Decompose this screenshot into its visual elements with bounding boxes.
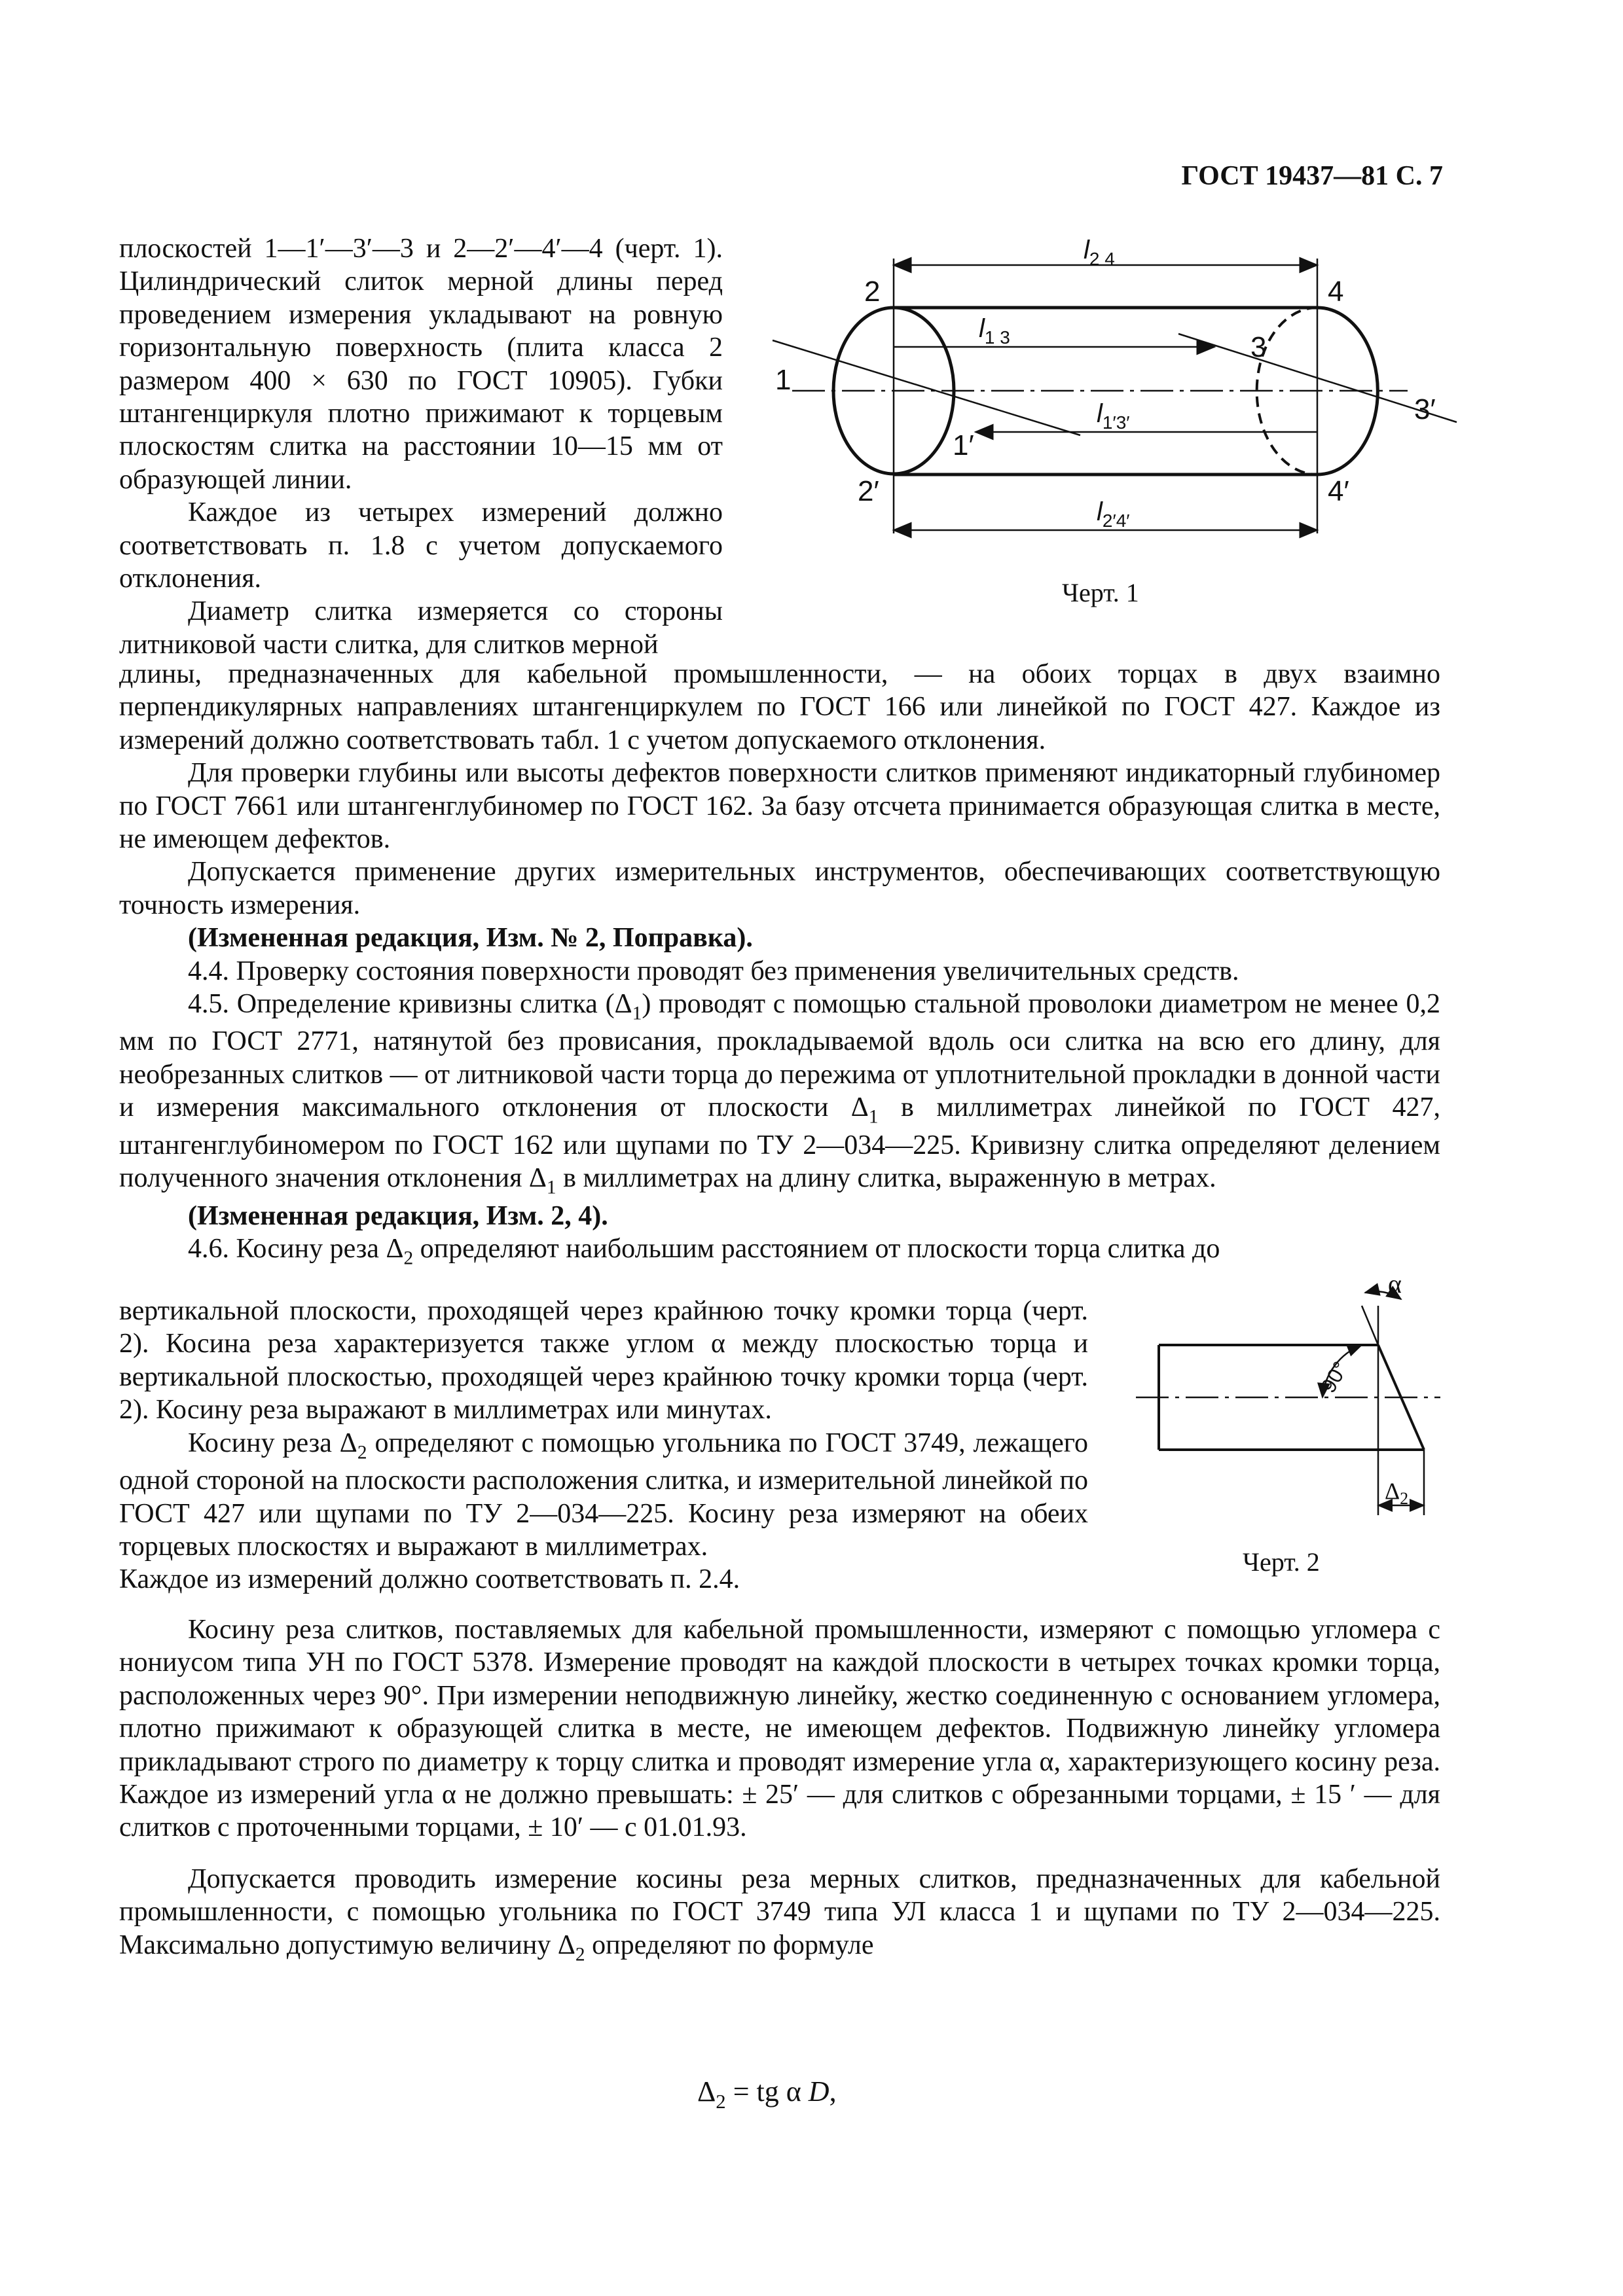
paragraph: Косину реза $\Delta_2$ определяют с помощью угольника по ГОСТ 3749, лежащего одной стороной на плоскости расположения слитка, и измерительной линейкой по ГОСТ 427 или щупами по ТУ 2—034—225. Косину реза измеряют на обеих торцевых плоскостях и выражают в миллиметрах. <box>119 1427 1088 1562</box>
paragraph: длины, предназначенных для кабельной промышленности, — на обоих торцах в двух взаимно перпендикулярных направлениях штангенциркулем по ГОСТ 166 или линейкой по ГОСТ 427. Каждое из измерений должно соответствовать табл. 1 с учетом допускаемого отклонения. <box>119 659 1440 755</box>
full-width-block-1 <box>119 658 1440 1270</box>
dim-l1p3p-label: $l_{1'3'}$ <box>1097 399 1130 433</box>
full-width-block-2 <box>119 1613 1440 1966</box>
alpha-label: α <box>1388 1273 1402 1299</box>
dim-l2p4p-label: $l_{2'4'}$ <box>1097 497 1130 531</box>
amendment-note: (Измененная редакция, Изм. № 2, Поправка). <box>188 923 753 954</box>
paragraph: Косину реза слитков, поставляемых для кабельной промышленности, измеряют с помощью угломера с нониусом типа УН по ГОСТ 5378. Измерение проводят на каждой плоскости в четырех точках кромки торца, расположенных через 90°. При измерении неподвижную линейку, жестко соединенную с основанием угломера, плотно прижимают к образующей слитка в месте, не имеющем дефектов. Подвижную линейку угломера прикладывают строго по диаметру к торцу слитка и проводят измерение угла α, характеризующего косину реза. Каждое из измерений угла α не должно превышать: ± 25′ — для слитков с обрезанными торцами, ± 15 ′ — для слитков с проточенными торцами, ± 10′ — с 01.01.93. <box>119 1615 1440 1843</box>
point-2-label: 2 <box>864 276 881 308</box>
point-3-label: 3 <box>1250 331 1267 363</box>
page-header: ГОСТ 19437—81 С. 7 <box>1181 161 1443 191</box>
figure-1-caption: Черт. 1 <box>1062 578 1139 607</box>
figure-1 <box>753 232 1493 625</box>
left-column-top <box>119 232 723 661</box>
figure-2 <box>1126 1273 1467 1535</box>
point-4-label: 4 <box>1328 276 1344 308</box>
paragraph: плоскостей 1—1′—3′—3 и 2—2′—4′—4 (черт. 1). Цилиндрический слиток мерной длины перед проведением измерения укладывают на ровную горизонтальную поверхность (плита класса 2 размером 400 × 630 по ГОСТ 10905). Губки штангенциркуля плотно прижимают к торцевым плоскостям слитка на расстоянии 10—15 мм от образующей линии. <box>119 234 723 495</box>
point-1-prime-label: 1′ <box>953 429 974 461</box>
paragraph: Для проверки глубины или высоты дефектов поверхности слитков применяют индикаторный глубиномер по ГОСТ 7661 или штангенглубиномер по ГОСТ 162. За базу отсчета принимается образующая слитка в месте, не имеющем дефектов. <box>119 758 1440 854</box>
figure-1-drawing <box>753 232 1493 625</box>
left-column-block-2 <box>119 1295 1088 1596</box>
delta-2-label: $\Delta_2$ <box>1385 1478 1409 1508</box>
figure-2-drawing <box>1126 1273 1467 1535</box>
right-angle-label: 90° <box>1316 1357 1353 1397</box>
paragraph: Каждое из четырех измерений должно соответствовать п. 1.8 с учетом допускаемого отклонения. <box>119 497 723 594</box>
paragraph: Допускается проводить измерение косины реза мерных слитков, предназначенных для кабельной промышленности, с помощью угольника по ГОСТ 3749 типа УЛ класса 1 и щупами по ТУ 2—034—225. Максимально допустимую величину $\Delta_2$ определяют по формуле <box>119 1863 1440 1965</box>
paragraph: 4.5. Определение кривизны слитка $(\Delta_1)$ проводят с помощью стальной проволоки диаметром не менее 0,2 мм по ГОСТ 2771, натянутой без провисания, прокладываемой вдоль оси слитка на всю его длину, для необрезанных слитков — от литниковой части торца до пережима от уплотнительной прокладки в донной части и измерения максимального отклонения от плоскости $\Delta_1$ в миллиметрах линейкой по ГОСТ 427, штангенглубиномером по ГОСТ 162 или щупами по ТУ 2—034—225. Кривизну слитка определяют делением полученного значения отклонения $\Delta_1$ в миллиметрах на длину слитка, выраженную в метрах. <box>119 988 1440 1198</box>
point-1-label: 1 <box>775 364 792 396</box>
paragraph: Диаметр слитка измеряется со стороны литниковой части слитка, для слитков мерной <box>119 596 723 660</box>
point-2-prime-label: 2′ <box>858 475 879 507</box>
point-3-prime-label: 3′ <box>1414 393 1436 425</box>
formula: $\Delta_2$ = tg α D, <box>697 2075 837 2113</box>
dim-l13-label: $l_{1 3}$ <box>979 314 1010 348</box>
dim-l24-label: $l_{2 4}$ <box>1084 236 1115 269</box>
paragraph: 4.4. Проверку состояния поверхности проводят без применения увеличительных средств. <box>188 956 1239 986</box>
paragraph: Допускается применение других измерительных инструментов, обеспечивающих соответствующую точность измерения. <box>119 857 1440 920</box>
paragraph: 4.6. Косину реза $\Delta_2$ определяют наибольшим расстоянием от плоскости торца слитка до <box>188 1234 1220 1269</box>
paragraph: Каждое из измерений должно соответствовать п. 2.4. <box>119 1564 740 1595</box>
point-4-prime-label: 4′ <box>1328 475 1349 507</box>
paragraph: вертикальной плоскости, проходящей через крайнюю точку кромки торца (черт. 2). Косина реза характеризуется также углом α между плоскостью торца и вертикальной плоскостью, проходящей через крайнюю точку кромки торца (черт. 2). Косину реза выражают в миллиметрах или минутах. <box>119 1296 1088 1426</box>
figure-2-caption: Черт. 2 <box>1243 1547 1320 1577</box>
amendment-note: (Измененная редакция, Изм. 2, 4). <box>188 1200 608 1231</box>
